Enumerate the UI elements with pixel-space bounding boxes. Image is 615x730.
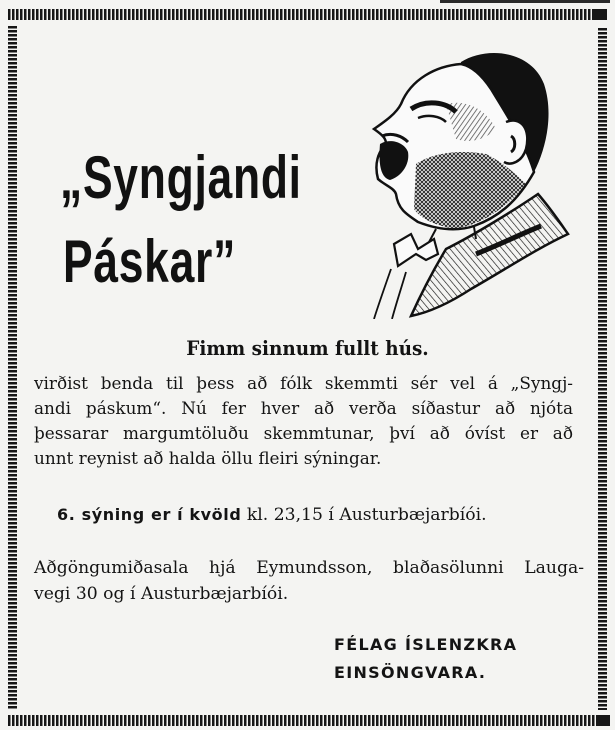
signature-line2: EINSÖNGVARA. [334, 663, 487, 682]
body-paragraph [34, 372, 573, 472]
show-info-bold: 6. sýning er í kvöld [57, 505, 242, 524]
body-line: andi páskum“. Nú fer hver að verða síðastur að njóta [34, 399, 573, 419]
signature-line1: FÉLAG ÍSLENZKRA [334, 635, 518, 654]
body-line: unnt reynist að halda öllu fleiri sýningar. [34, 449, 382, 469]
signature [334, 631, 517, 687]
ticket-sales-line: Aðgöngumiðasala hjá Eymundsson, blaðasölunni Lauga- [34, 558, 584, 578]
decorative-border-bottom [8, 715, 610, 726]
scan-edge-artifact [440, 0, 610, 3]
decorative-border-top [8, 9, 607, 20]
singing-man-portrait-icon [356, 44, 571, 319]
ticket-sales-line: vegi 30 og í Austurbæjarbíói. [34, 584, 289, 604]
decorative-border-left [8, 26, 17, 710]
show-info [57, 505, 487, 525]
ad-title [60, 136, 302, 304]
ad-title-line2: Páskar” [62, 228, 237, 295]
decorative-border-right [598, 28, 607, 710]
body-line: virðist benda til þess að fólk skemmti sér vel á „Syngj- [34, 374, 573, 394]
body-line: þessarar margumtöluðu skemmtunar, því að óvíst er að [34, 424, 573, 444]
show-info-regular: kl. 23,15 í Austurbæjarbíói. [241, 505, 487, 525]
ad-subtitle: Fimm sinnum fullt hús. [186, 336, 429, 360]
ad-title-line1: „Syngjandi [60, 144, 302, 211]
ticket-sales-paragraph [34, 555, 584, 607]
